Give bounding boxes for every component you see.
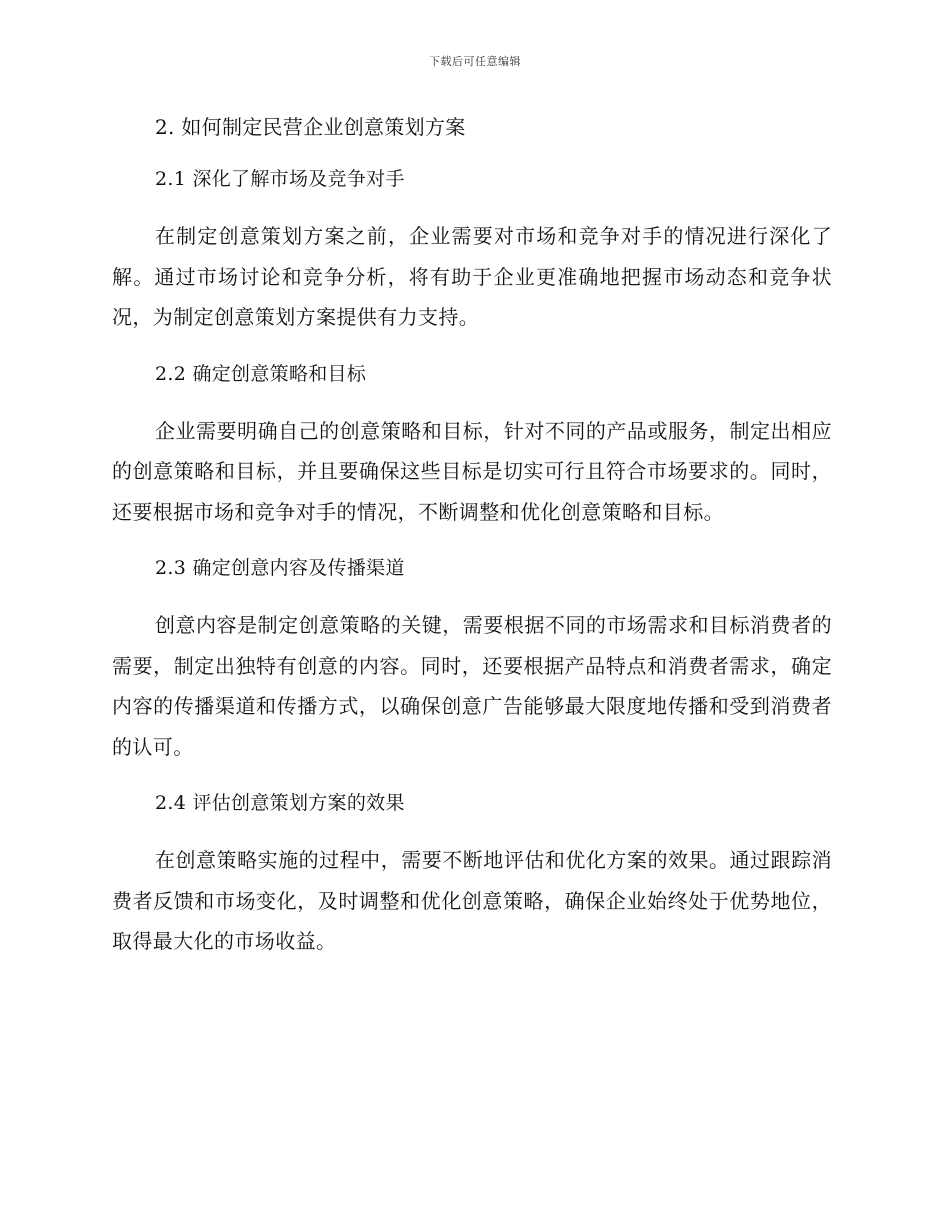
document-body [112, 112, 832, 983]
subsection-heading-2-1: 2.1 深化了解市场及竞争对手 [155, 168, 405, 190]
subsection-heading-2-2: 2.2 确定创意策略和目标 [155, 362, 367, 385]
subsection-paragraph-2-3: 创意内容是制定创意策略的关键，需要根据不同的市场需求和目标消费者的需要，制定出独特有创意的内容。同时，还要根据产品特点和消费者需求，确定内容的传播渠道和传播方式，以确保创意广告能够最大限度地传播和受到消费者的认可。 [112, 613, 832, 759]
subsection-paragraph-2-1: 在制定创意策划方案之前，企业需要对市场和竞争对手的情况进行深化了解。通过市场讨论和竞争分析，将有助于企业更准确地把握市场动态和竞争状况，为制定创意策划方案提供有力支持。 [112, 224, 832, 329]
subsection-heading-2-3: 2.3 确定创意内容及传播渠道 [155, 557, 405, 579]
subsection-paragraph-2-4: 在创意策略实施的过程中，需要不断地评估和优化方案的效果。通过跟踪消费者反馈和市场变化，及时调整和优化创意策略，确保企业始终处于优势地位，取得最大化的市场收益。 [112, 848, 832, 953]
subsection-heading-2-4: 2.4 评估创意策划方案的效果 [155, 792, 405, 814]
subsection-paragraph-2-2: 企业需要明确自己的创意策略和目标，针对不同的产品或服务，制定出相应的创意策略和目标，并且要确保这些目标是切实可行且符合市场要求的。同时，还要根据市场和竞争对手的情况，不断调整和优化创意策略和目标。 [112, 418, 832, 524]
section-title: 2. 如何制定民营企业创意策划方案 [155, 115, 466, 139]
page-header: 下载后可任意编辑 [429, 55, 521, 68]
